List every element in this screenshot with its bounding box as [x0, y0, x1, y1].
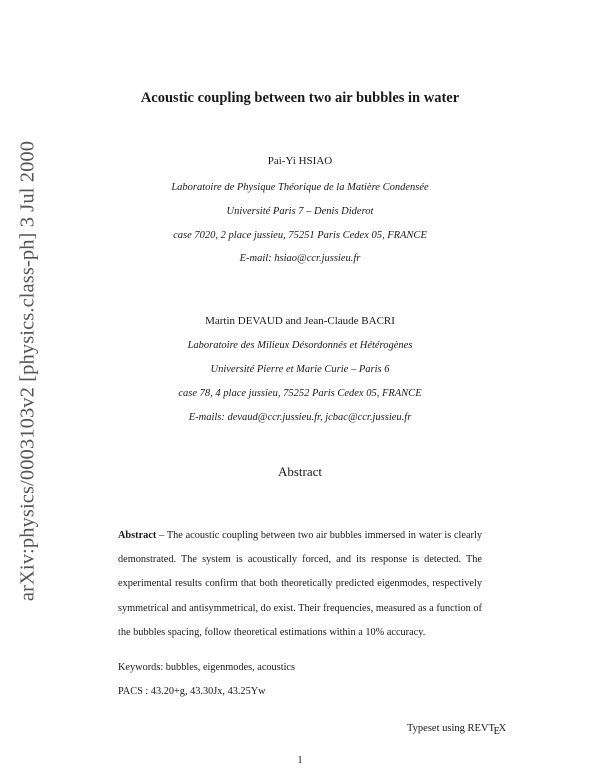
pacs-codes: PACS : 43.20+g, 43.30Jx, 43.25Yw — [118, 686, 266, 697]
paper-title: Acoustic coupling between two air bubbles in water — [140, 90, 460, 106]
author1-lab: Laboratoire de Physique Théorique de la Matière Condensée — [171, 182, 429, 193]
abstract-heading: Abstract — [277, 464, 323, 479]
revtex-logo-x: X — [498, 723, 507, 734]
author2-university: Université Pierre et Marie Curie – Paris 6 — [210, 364, 390, 375]
keywords: Keywords: bubbles, eigenmodes, acoustics — [118, 662, 296, 673]
typeset-note — [407, 723, 507, 737]
revtex-logo-rev: REVT — [467, 723, 495, 734]
revtex-logo-e: E — [493, 725, 500, 737]
page-number: 1 — [297, 755, 303, 766]
author1-university: Université Paris 7 – Denis Diderot — [226, 206, 374, 217]
author2-lab: Laboratoire des Milieux Désordonnés et Hétérogènes — [187, 340, 413, 351]
author1-name: Pai-Yi HSIAO — [267, 155, 333, 167]
author2-name: Martin DEVAUD and Jean-Claude BACRI — [205, 315, 395, 327]
arxiv-stamp-text: arXiv:physics/0003103v2 [physics.class-ph] 3 Jul 2000 — [16, 140, 39, 602]
abstract-lead: Abstract — [118, 530, 157, 541]
abstract-body — [118, 524, 482, 645]
author1-email: E-mail: hsiao@ccr.jussieu.fr — [239, 253, 361, 264]
typeset-prefix: Typeset using — [407, 723, 468, 734]
author2-email: E-mails: devaud@ccr.jussieu.fr, jcbac@ccr.jussieu.fr — [188, 412, 412, 423]
abstract-text: – The acoustic coupling between two air bubbles immersed in water is clearly demonstrated. The system is acoustically forced, and its response is detected. The experimental results confirm that both theoretically predicted eigenmodes, respectively symmetrical and antisymmetrical, do exist. Their frequencies, measured as a function of the bubbles spacing, follow theoretical estimations within a 10% accuracy. — [118, 530, 482, 638]
author1-address: case 7020, 2 place jussieu, 75251 Paris Cedex 05, FRANCE — [173, 230, 427, 241]
author2-address: case 78, 4 place jussieu, 75252 Paris Cedex 05, FRANCE — [178, 388, 422, 399]
